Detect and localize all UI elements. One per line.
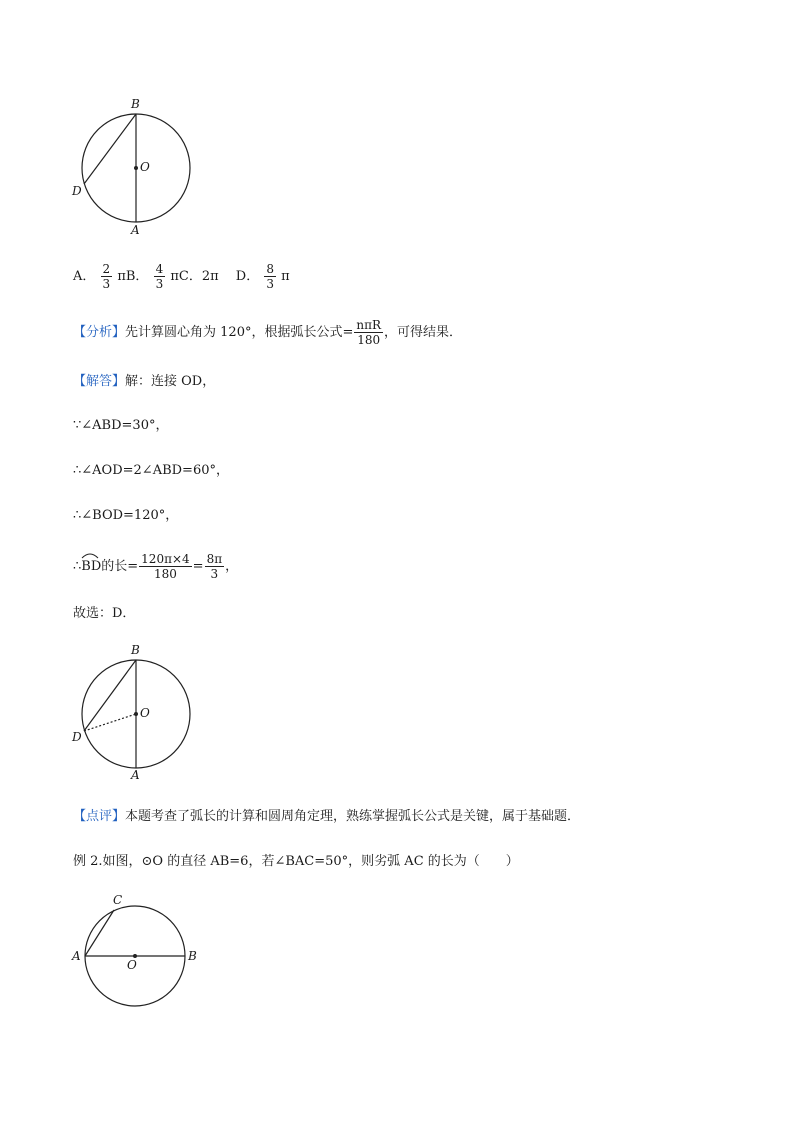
arc-bd-label: BD — [81, 559, 102, 574]
answer-line: 故选：D． — [73, 606, 136, 621]
solution-tag: 【解答】 — [73, 374, 126, 389]
option-d-numerator: 8 — [266, 262, 274, 276]
equals-sign: = — [192, 559, 204, 574]
option-a-prefix: A． — [73, 269, 96, 284]
solution-step-1: ∵∠ABD=30°， — [73, 418, 169, 433]
calc-denominator-2: 3 — [210, 567, 219, 581]
solution-intro-text: 解：连接 OD， — [125, 374, 216, 389]
chord-ac — [85, 910, 114, 956]
calc-denominator-1: 180 — [153, 567, 177, 581]
analysis-text-2: ，可得结果． — [384, 325, 463, 340]
arc-length-text: 的长= — [101, 559, 139, 574]
option-a-denominator: 3 — [102, 277, 111, 291]
label-a: A — [131, 223, 140, 237]
example-2-question: 例 2.如图，⊙O 的直径 AB=6，若∠BAC=50°，则劣弧 AC 的长为（ ） — [73, 854, 519, 869]
formula-denominator: 180 — [357, 333, 381, 347]
label-a: A — [131, 768, 140, 782]
calc-numerator-1: 120π×4 — [141, 552, 190, 566]
step-4-suffix: ， — [225, 559, 239, 574]
label-o: O — [127, 958, 137, 972]
option-a-suffix: πB． — [117, 269, 149, 284]
option-a-numerator: 2 — [102, 262, 111, 276]
label-o: O — [140, 160, 150, 174]
label-d: D — [72, 184, 82, 198]
formula-numerator: nπR — [356, 318, 382, 332]
calc-numerator-2: 8π — [206, 552, 223, 566]
label-o: O — [140, 706, 150, 720]
label-a: A — [72, 949, 81, 963]
option-b-suffix: πC．2π D． — [170, 269, 260, 284]
label-b: B — [188, 949, 197, 963]
option-b-numerator: 4 — [155, 262, 164, 276]
comment-text: 本题考查了弧长的计算和圆周角定理，熟练掌握弧长公式是关键，属于基础题． — [125, 809, 581, 824]
label-c: C — [113, 893, 123, 907]
label-d: D — [72, 730, 82, 744]
label-b: B — [131, 97, 140, 111]
option-d-denominator: 3 — [266, 277, 274, 291]
comment-tag: 【点评】 — [73, 809, 126, 824]
label-b: B — [131, 643, 140, 657]
analysis-tag: 【分析】 — [73, 325, 126, 340]
solution-step-3: ∴∠BOD=120°， — [73, 508, 179, 523]
option-b-denominator: 3 — [155, 277, 164, 291]
therefore-symbol: ∴ — [73, 559, 82, 574]
analysis-text-1: 先计算圆心角为 120°，根据弧长公式= — [125, 325, 354, 340]
option-d-suffix: π — [281, 269, 290, 284]
solution-step-2: ∴∠AOD=2∠ABD=60°， — [73, 463, 229, 478]
